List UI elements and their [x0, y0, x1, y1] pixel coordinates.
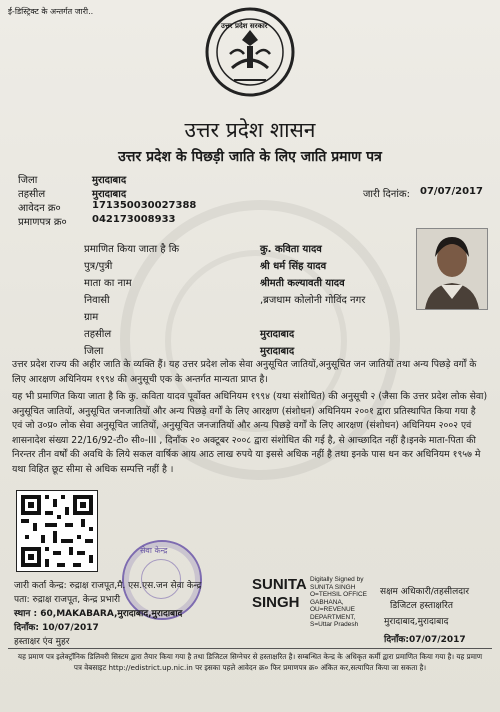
qr-code — [16, 490, 98, 572]
parent-label: पुत्र/पुत्री — [84, 261, 113, 272]
resident-address: ,ब्रजधाम कोलोनी गोविंद नगर — [260, 295, 366, 306]
authority-location: मुरादाबाद,मुरादाबाद — [384, 617, 449, 627]
detail-tehsil-value: मुरादाबाद — [260, 329, 295, 340]
footer-divider — [8, 648, 492, 649]
stamp-text: सेवा केन्द्र — [140, 546, 168, 555]
issuer-date: दिनाँक: 10/07/2017 — [14, 623, 99, 633]
issuer-address: पता: रुद्राक्ष राजपूत, केन्द्र प्रभारी — [14, 595, 121, 605]
sig-line: GABHANA, — [310, 598, 344, 606]
issue-date-value: 07/07/2017 — [420, 186, 483, 197]
page-subtitle: उत्तर प्रदेश के पिछड़ी जाति के लिए जाति प्रमाण पत्र — [118, 149, 382, 165]
footer-note: यह प्रमाण पत्र इलेक्ट्रॉनिक डिलिवरी सिस्टम द्वारा तैयार किया गया है तथा डिजिटल सिग्नेचर से हस्ताक्षरित है। सम्बन्धित केन्द्र के अधिकृत कर्मी द्वारा प्रमाणित किया गया है। यह प्रमाण पत्र वेबसाइट http://edistrict.up.nic.in पर इसका पहले आवेदन क्र० फिर प्रमाणपत्र क्र० अंकित कर,सत्यापित किया जा सकता है। — [17, 652, 483, 672]
qr-code-icon — [17, 491, 97, 571]
tehsil-label: तहसील — [18, 189, 46, 200]
certificate-label: प्रमाणपत्र क्र० — [18, 217, 67, 228]
application-number: 171350030027388 — [92, 200, 197, 211]
sig-line: OU=REVENUE — [310, 606, 355, 613]
applicant-photo — [416, 228, 488, 310]
detail-district-value: मुरादाबाद — [260, 346, 295, 357]
intro-label: प्रमाणित किया जाता है कि — [84, 244, 180, 255]
tehsil-value: मुरादाबाद — [92, 189, 127, 200]
state-emblem-icon — [204, 6, 296, 102]
sig-line: O=TEHSIL OFFICE — [310, 591, 368, 598]
issuer-center: जारी कर्ता केन्द्र: रुद्राक्ष राजपूत,मै. एस.एस.जन सेवा केन्द्र — [14, 581, 202, 591]
emblem-text: उत्तर प्रदेश सरकार — [221, 22, 268, 30]
mother-name: श्रीमती कल्यावती यादव — [260, 278, 345, 289]
parent-name: श्री धर्म सिंह यादव — [260, 261, 327, 272]
issue-date-label: जारी दिनांक: — [363, 189, 410, 200]
village-label: ग्राम — [84, 312, 99, 323]
sig-line: S=Uttar Pradesh — [310, 621, 359, 628]
sig-line: DEPARTMENT, — [310, 613, 356, 621]
authority-signed: डिजिटल हस्ताक्षरित — [390, 601, 453, 611]
caste-paragraph: उत्तर प्रदेश राज्य की अहीर जाति के व्यक्ति हैं। यह उत्तर प्रदेश लोक सेवा अनुसूचित जातियों,अनुसूचित जन जातियों तथा अन्य पिछड़े वर्गों के लिए आरक्षण अधिनियम १९९४ की अनुसूची एक के अन्तर्गत मान्यता प्राप्त है। — [12, 359, 477, 385]
certification-paragraph: यह भी प्रमाणित किया जाता है कि कु. कविता यादव पूर्वोक्त अधिनियम १९९४ (यथा संशोधित) की अनुसूची २ (जैसा कि उत्तर प्रदेश लोक सेवा) अनुसूचित जातियों, अनुसूचित जनजातियों और अन्य पिछड़े वर्गों के लिए आरक्षण (संशोधन) अधिनियम २००१ द्वारा प्रतिस्थापित किया गया है एवं जो उ०प्र० लोक सेवा अनुसूचित जातियों, अनुसूचित जनजातियों और अन्य पिछड़े वर्गों के लिए आरक्षण (संशोधन) अधिनियम २००२ एवं शासनादेश संख्या 22/16/92-टी० सी०-III , दिनाँक २० अक्टूबर २००८ द्वारा संशोधित की गई है, से आच्छादित नहीं है।इनके माता-पिता की निरन्तर तीन वर्षों की अवधि के लिये सकल वार्षिक आय आठ लाख रुपये या इससे अधिक नहीं है तथा इनके पास धन कर अधिनियम १९५७ मे यथा विहित छूट सीमा से अधिक सम्पत्ति नहीं है । — [12, 391, 488, 475]
signer-name-line1: SUNITA — [252, 576, 307, 593]
certificate-number: 042173008933 — [92, 214, 176, 225]
applicant-name: कु. कविता यादव — [260, 244, 322, 255]
signature-details — [310, 576, 367, 629]
sig-line: SUNITA SINGH — [310, 583, 356, 591]
page-title: उत्तर प्रदेश शासन — [184, 118, 316, 142]
district-label: जिला — [18, 175, 38, 186]
applicant-photo-icon — [417, 229, 487, 309]
mother-label: माता का नाम — [84, 278, 132, 289]
authority-date: दिनाँक:07/07/2017 — [384, 635, 466, 645]
application-label: आवेदन क्र० — [18, 203, 61, 214]
header-note: ई-डिस्ट्रिक्ट के अन्तर्गत जारी.. — [8, 7, 94, 16]
detail-tehsil-label: तहसील — [84, 329, 112, 340]
sig-line: Digitally Signed by — [310, 576, 364, 583]
signer-name-line2: SINGH — [252, 594, 300, 611]
detail-district-label: जिला — [84, 346, 104, 357]
district-value: मुरादाबाद — [92, 175, 127, 186]
issuer-sign-label: हस्ताक्षर एंव मुहर — [14, 637, 70, 647]
authority-title: सक्षम अधिकारी/तहसीलदार — [380, 587, 470, 597]
issuer-place: स्थान : 60,MAKABARA,मुरादाबाद,मुरादाबाद — [14, 609, 183, 619]
resident-label: निवासी — [84, 295, 110, 306]
